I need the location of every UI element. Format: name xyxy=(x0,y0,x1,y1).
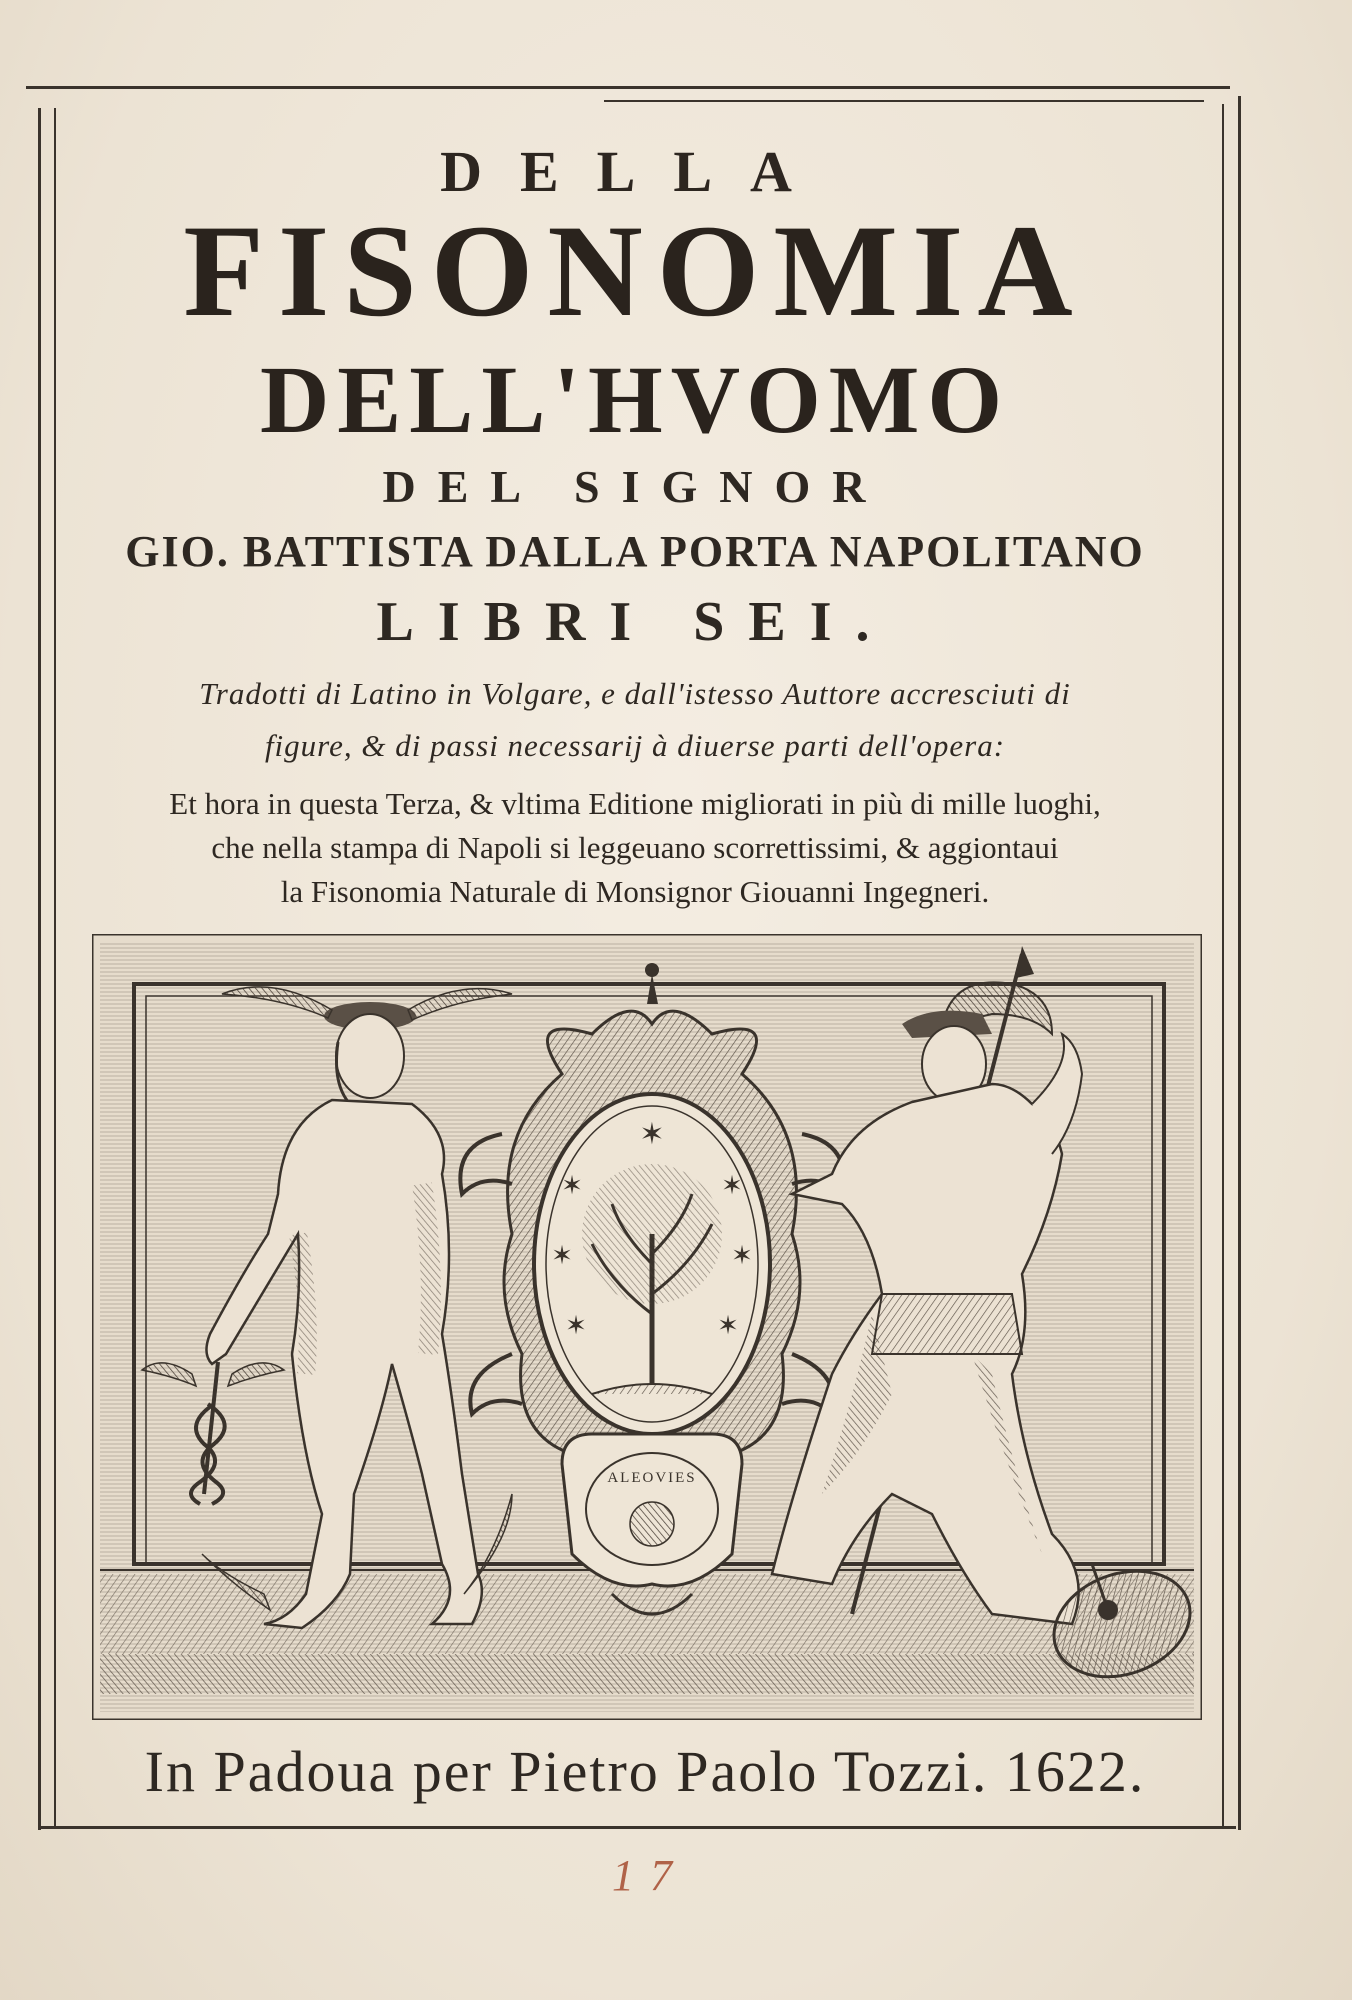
bottom-rule xyxy=(40,1826,1236,1829)
edition-note-line-1: Et hora in questa Terza, & vltima Editione migliorati in più di mille luoghi, xyxy=(169,786,1101,821)
svg-text:✶: ✶ xyxy=(565,1311,587,1341)
top-rule-inner xyxy=(604,100,1204,102)
edition-note-line-3: la Fisonomia Naturale di Monsignor Giouanni Ingegneri. xyxy=(280,874,990,909)
title-della: DELLA xyxy=(440,139,830,204)
svg-text:✶: ✶ xyxy=(639,1117,665,1152)
manuscript-annotation: 17 xyxy=(612,1851,688,1900)
svg-text:✶: ✶ xyxy=(551,1241,573,1271)
right-rule-inner xyxy=(1222,104,1224,1828)
imprint-line: In Padoua per Pietro Paolo Tozzi. 1622. xyxy=(144,1739,1146,1804)
edition-note-line-2: che nella stampa di Napoli si leggeuano scorrettissimi, & aggiontaui xyxy=(211,830,1059,865)
printers-device-engraving xyxy=(92,934,1202,1720)
svg-text:✶: ✶ xyxy=(717,1311,739,1341)
left-rule-inner xyxy=(54,108,56,1828)
svg-text:✶: ✶ xyxy=(561,1171,583,1201)
title-libri-sei: LIBRI SEI. xyxy=(376,591,894,653)
subtitle-italic-line-1: Tradotti di Latino in Volgare, e dall'istesso Auttore accresciuti di xyxy=(199,676,1071,711)
svg-text:ALEOVIES: ALEOVIES xyxy=(607,1470,697,1486)
title-dell-huomo: DELL'HVOMO xyxy=(259,346,1011,453)
author-name: GIO. BATTISTA DALLA PORTA NAPOLITANO xyxy=(125,527,1145,576)
svg-text:✶: ✶ xyxy=(721,1171,743,1201)
subtitle-italic-line-2: figure, & di passi necessarij à diuerse parti dell'opera: xyxy=(264,728,1006,763)
svg-text:✶: ✶ xyxy=(731,1241,753,1271)
left-rule-outer xyxy=(38,108,41,1830)
top-rule-outer xyxy=(26,86,1230,89)
title-fisonomia: FISONOMIA xyxy=(183,197,1087,344)
title-del-signor: DEL SIGNOR xyxy=(382,461,888,512)
right-rule-outer xyxy=(1238,96,1241,1830)
